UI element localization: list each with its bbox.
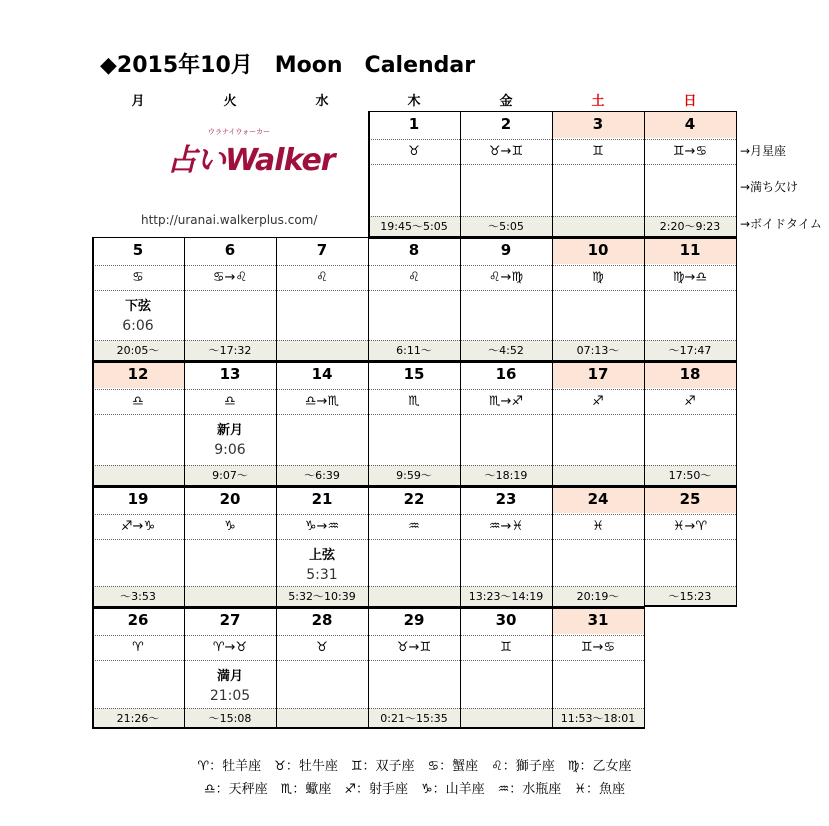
grid-line: [460, 111, 553, 112]
logo-sub-text: ウラナイウォーカー: [207, 128, 270, 136]
day-cell[interactable]: [92, 237, 184, 361]
moon-sign: ♓: [552, 514, 644, 539]
grid-line: [644, 111, 645, 237]
day-cell[interactable]: [460, 361, 552, 486]
page-title: ◆2015年10月 Moon Calendar: [100, 53, 476, 78]
grid-line: [460, 237, 461, 361]
day-number: 9: [500, 241, 512, 259]
day-number: 17: [552, 361, 644, 388]
grid-line: [368, 607, 369, 729]
day-cell[interactable]: [552, 237, 644, 361]
moon-sign: ♐: [552, 389, 644, 414]
moon-phase: [92, 539, 184, 586]
grid-line: [184, 361, 185, 486]
moon-phase: [276, 539, 368, 586]
moon-phase: [552, 414, 644, 461]
moon-sign: ♉: [368, 139, 460, 164]
grid-line: [552, 361, 645, 363]
moon-sign: ♎: [184, 389, 276, 414]
day-cell[interactable]: [276, 237, 368, 361]
moon-phase-name: 満月: [216, 669, 243, 684]
moon-phase-time: 9:06: [214, 442, 246, 458]
grid-line: [184, 486, 277, 488]
day-cell[interactable]: [460, 237, 552, 361]
moon-phase: [92, 660, 184, 707]
moon-phase: [552, 660, 644, 707]
grid-line: [92, 486, 94, 607]
grid-line: [92, 607, 94, 729]
moon-phase: [184, 290, 276, 337]
grid-line: [552, 111, 645, 112]
day-cell[interactable]: [644, 361, 736, 486]
moon-phase: [552, 539, 644, 586]
day-number: 16: [495, 365, 517, 383]
day-number: 22: [403, 490, 425, 508]
day-number: 25: [644, 486, 736, 513]
grid-line: [460, 607, 553, 609]
moon-sign: ♏→♐: [460, 389, 552, 414]
grid-line: [276, 486, 277, 607]
day-number: 31: [552, 607, 644, 634]
grid-line: [644, 237, 737, 239]
grid-line: [368, 237, 461, 239]
moon-phase-time: 21:05: [209, 688, 251, 704]
moon-phase: [460, 660, 552, 707]
moon-sign: ♊: [552, 139, 644, 164]
day-number: 29: [403, 611, 425, 629]
day-cell[interactable]: [276, 607, 368, 729]
grid-line: [368, 361, 461, 363]
day-cell[interactable]: [276, 486, 368, 607]
void-time: 9:59〜: [368, 465, 460, 486]
moon-phase: [276, 660, 368, 707]
grid-line: [92, 237, 185, 238]
moon-sign: ♌→♍: [460, 265, 552, 290]
grid-line: [276, 486, 369, 488]
moon-sign: ♎→♏: [276, 389, 368, 414]
grid-line: [92, 237, 94, 361]
day-cell[interactable]: [92, 486, 184, 607]
moon-sign: ♓→♈: [644, 514, 736, 539]
grid-line: [644, 361, 737, 363]
grid-line: [644, 111, 737, 112]
day-cell[interactable]: [184, 607, 276, 729]
moon-phase: [552, 290, 644, 337]
moon-phase-name: 上弦: [308, 548, 335, 563]
day-number: 11: [644, 237, 736, 264]
day-number: 18: [644, 361, 736, 388]
grid-line: [552, 486, 553, 607]
moon-sign: ♒: [368, 514, 460, 539]
void-time: 13:23〜14:19: [460, 586, 552, 607]
moon-sign: ♉: [276, 635, 368, 660]
grid-line: [552, 361, 553, 486]
void-time: [460, 708, 552, 729]
grid-line: [460, 361, 461, 486]
day-cell[interactable]: [184, 361, 276, 486]
moon-phase: [276, 414, 368, 461]
void-time: [552, 216, 644, 237]
day-cell[interactable]: [368, 111, 460, 237]
grid-line: [552, 237, 645, 239]
weekday-label: 火: [223, 94, 237, 109]
grid-line: [184, 486, 185, 607]
void-time: 19:45〜5:05: [368, 216, 460, 237]
grid-line: [184, 607, 185, 729]
moon-sign: ♈→♉: [184, 635, 276, 660]
day-cell[interactable]: [92, 607, 184, 729]
moon-phase: [644, 164, 736, 211]
moon-phase: [552, 164, 644, 211]
grid-line: [184, 237, 277, 238]
grid-line: [368, 486, 461, 488]
day-cell[interactable]: [552, 607, 644, 729]
grid-line: [552, 607, 645, 609]
void-time: 9:07〜: [184, 465, 276, 486]
grid-line: [644, 486, 645, 607]
day-cell[interactable]: [276, 361, 368, 486]
void-time: 〜15:08: [184, 708, 276, 729]
moon-sign: ♑: [184, 514, 276, 539]
void-time: 〜5:05: [460, 216, 552, 237]
moon-phase: [184, 539, 276, 586]
void-time: 〜3:53: [92, 586, 184, 607]
day-number: 6: [224, 241, 236, 259]
zodiac-legend-line-2: ♎：天秤座 ♏：蠍座 ♐：射手座 ♑：山羊座 ♒：水瓶座 ♓：魚座: [204, 782, 625, 797]
void-time: 11:53〜18:01: [552, 708, 644, 729]
moon-sign: ♌: [368, 265, 460, 290]
day-number: 21: [311, 490, 333, 508]
day-cell[interactable]: [552, 111, 644, 237]
moon-sign: ♉→♊: [460, 139, 552, 164]
moon-sign: ♒→♓: [460, 514, 552, 539]
grid-line: [276, 727, 369, 729]
void-time: [276, 708, 368, 729]
day-number: 30: [495, 611, 517, 629]
moon-phase: [368, 660, 460, 707]
grid-line: [460, 237, 553, 239]
moon-phase: [92, 290, 184, 337]
grid-line: [460, 727, 553, 729]
grid-line: [92, 727, 185, 729]
moon-phase-name: 新月: [216, 423, 243, 438]
moon-sign: ♉→♊: [368, 635, 460, 660]
void-time: 〜6:39: [276, 465, 368, 486]
void-time: 21:26〜: [92, 708, 184, 729]
void-time: 〜15:23: [644, 586, 736, 607]
void-time: 6:11〜: [368, 340, 460, 361]
void-time: 20:19〜: [552, 586, 644, 607]
grid-line: [92, 361, 185, 363]
void-time: 〜4:52: [460, 340, 552, 361]
day-number: 8: [408, 241, 420, 259]
day-cell[interactable]: [552, 361, 644, 486]
grid-line: [552, 607, 553, 729]
day-number: 28: [311, 611, 333, 629]
day-cell[interactable]: [460, 486, 552, 607]
weekday-label: 土: [591, 94, 605, 109]
weekday-label: 月: [131, 94, 145, 109]
day-cell[interactable]: [368, 237, 460, 361]
void-time: 〜17:32: [184, 340, 276, 361]
day-number: 3: [552, 111, 644, 138]
grid-line: [368, 111, 461, 112]
grid-line: [644, 237, 645, 361]
moon-sign: ♌: [276, 265, 368, 290]
day-number: 13: [219, 365, 241, 383]
day-number: 10: [552, 237, 644, 264]
grid-line: [276, 361, 369, 363]
day-cell[interactable]: [644, 237, 736, 361]
moon-sign: ♈: [92, 635, 184, 660]
grid-line: [276, 237, 277, 361]
void-time: [552, 465, 644, 486]
void-time: 2:20〜9:23: [644, 216, 736, 237]
grid-line: [644, 607, 645, 729]
grid-line: [736, 237, 737, 361]
moon-sign: ♊→♋: [552, 635, 644, 660]
day-cell[interactable]: [184, 237, 276, 361]
moon-phase: [460, 414, 552, 461]
moon-phase-time: 6:06: [122, 318, 154, 334]
day-number: 27: [219, 611, 241, 629]
grid-line: [368, 727, 461, 729]
grid-line: [368, 111, 370, 237]
moon-phase: [184, 660, 276, 707]
grid-line: [92, 486, 185, 488]
day-number: 1: [408, 115, 420, 133]
weekday-label: 水: [315, 94, 329, 109]
day-cell[interactable]: [92, 361, 184, 486]
day-cell[interactable]: [460, 111, 552, 237]
moon-phase: [368, 414, 460, 461]
grid-line: [460, 486, 553, 488]
day-cell[interactable]: [552, 486, 644, 607]
moon-sign: ♏: [368, 389, 460, 414]
day-cell[interactable]: [460, 607, 552, 729]
moon-sign: ♐→♑: [92, 514, 184, 539]
day-number: 19: [127, 490, 149, 508]
grid-line: [644, 361, 645, 486]
moon-phase: [368, 539, 460, 586]
moon-phase-time: 5:31: [306, 567, 338, 583]
moon-sign: ♍: [552, 265, 644, 290]
day-number: 20: [219, 490, 241, 508]
weekday-label: 日: [683, 94, 697, 109]
grid-line: [184, 607, 277, 609]
day-number: 4: [644, 111, 736, 138]
moon-phase-name: 下弦: [124, 299, 151, 314]
moon-sign: ♎: [92, 389, 184, 414]
grid-line: [92, 361, 94, 486]
day-cell[interactable]: [368, 486, 460, 607]
zodiac-legend-line-1: ♈：牡羊座 ♉：牡牛座 ♊：双子座 ♋：蟹座 ♌：獅子座 ♍：乙女座: [197, 759, 632, 774]
logo-main-text: 占いWalker: [167, 143, 335, 178]
moon-sign: ♊: [460, 635, 552, 660]
grid-line: [368, 607, 461, 609]
day-number: 5: [132, 241, 144, 259]
grid-line: [460, 486, 461, 607]
moon-sign: ♋→♌: [184, 265, 276, 290]
void-time: [184, 586, 276, 607]
day-number: 12: [92, 361, 184, 388]
row-label: →満ち欠け: [740, 180, 799, 194]
day-cell[interactable]: [368, 607, 460, 729]
row-label: →月星座: [740, 144, 787, 158]
grid-line: [276, 607, 277, 729]
grid-line: [276, 607, 369, 609]
moon-phase: [644, 290, 736, 337]
grid-line: [460, 607, 461, 729]
grid-line: [92, 607, 185, 609]
moon-sign: ♑→♒: [276, 514, 368, 539]
void-time: [92, 465, 184, 486]
weekday-label: 金: [499, 94, 513, 109]
grid-line: [736, 111, 737, 237]
void-time: 5:32〜10:39: [276, 586, 368, 607]
grid-line: [184, 361, 277, 363]
moon-sign: ♍→♎: [644, 265, 736, 290]
moon-phase: [92, 414, 184, 461]
day-cell[interactable]: [368, 361, 460, 486]
day-cell[interactable]: [644, 486, 736, 607]
void-time: [368, 586, 460, 607]
grid-line: [184, 727, 277, 729]
day-cell[interactable]: [644, 111, 736, 237]
grid-line: [552, 237, 553, 361]
grid-line: [276, 237, 369, 238]
void-time: 07:13〜: [552, 340, 644, 361]
grid-line: [368, 486, 369, 607]
day-number: 26: [127, 611, 149, 629]
moon-sign: ♊→♋: [644, 139, 736, 164]
row-label: →ボイドタイム: [740, 217, 822, 231]
day-cell[interactable]: [184, 486, 276, 607]
day-number: 7: [316, 241, 328, 259]
day-number: 2: [500, 115, 512, 133]
day-number: 14: [311, 365, 333, 383]
grid-line: [460, 111, 461, 237]
grid-line: [736, 486, 737, 607]
moon-phase: [368, 164, 460, 211]
day-number: 23: [495, 490, 517, 508]
moon-phase: [368, 290, 460, 337]
grid-line: [736, 361, 737, 486]
moon-phase: [460, 539, 552, 586]
moon-phase: [460, 290, 552, 337]
grid-line: [552, 111, 553, 237]
grid-line: [276, 361, 277, 486]
grid-line: [368, 361, 369, 486]
moon-phase: [460, 164, 552, 211]
grid-line: [460, 361, 553, 363]
moon-phase: [644, 539, 736, 586]
moon-sign: ♋: [92, 265, 184, 290]
void-time: 0:21〜15:35: [368, 708, 460, 729]
grid-line: [368, 237, 369, 361]
grid-line: [552, 727, 645, 729]
moon-phase: [644, 414, 736, 461]
uranai-walker-logo[interactable]: [165, 122, 335, 180]
site-url-link[interactable]: http://uranai.walkerplus.com/: [141, 213, 318, 227]
void-time: 〜17:47: [644, 340, 736, 361]
day-number: 15: [403, 365, 425, 383]
grid-line: [644, 605, 737, 607]
grid-line: [644, 486, 737, 488]
moon-phase: [276, 290, 368, 337]
void-time: 20:05〜: [92, 340, 184, 361]
day-number: 24: [552, 486, 644, 513]
void-time: 〜18:19: [460, 465, 552, 486]
moon-phase: [184, 414, 276, 461]
void-time: [276, 340, 368, 361]
void-time: 17:50〜: [644, 465, 736, 486]
grid-line: [184, 237, 185, 361]
grid-line: [552, 486, 645, 488]
weekday-label: 木: [407, 94, 421, 109]
moon-sign: ♐: [644, 389, 736, 414]
